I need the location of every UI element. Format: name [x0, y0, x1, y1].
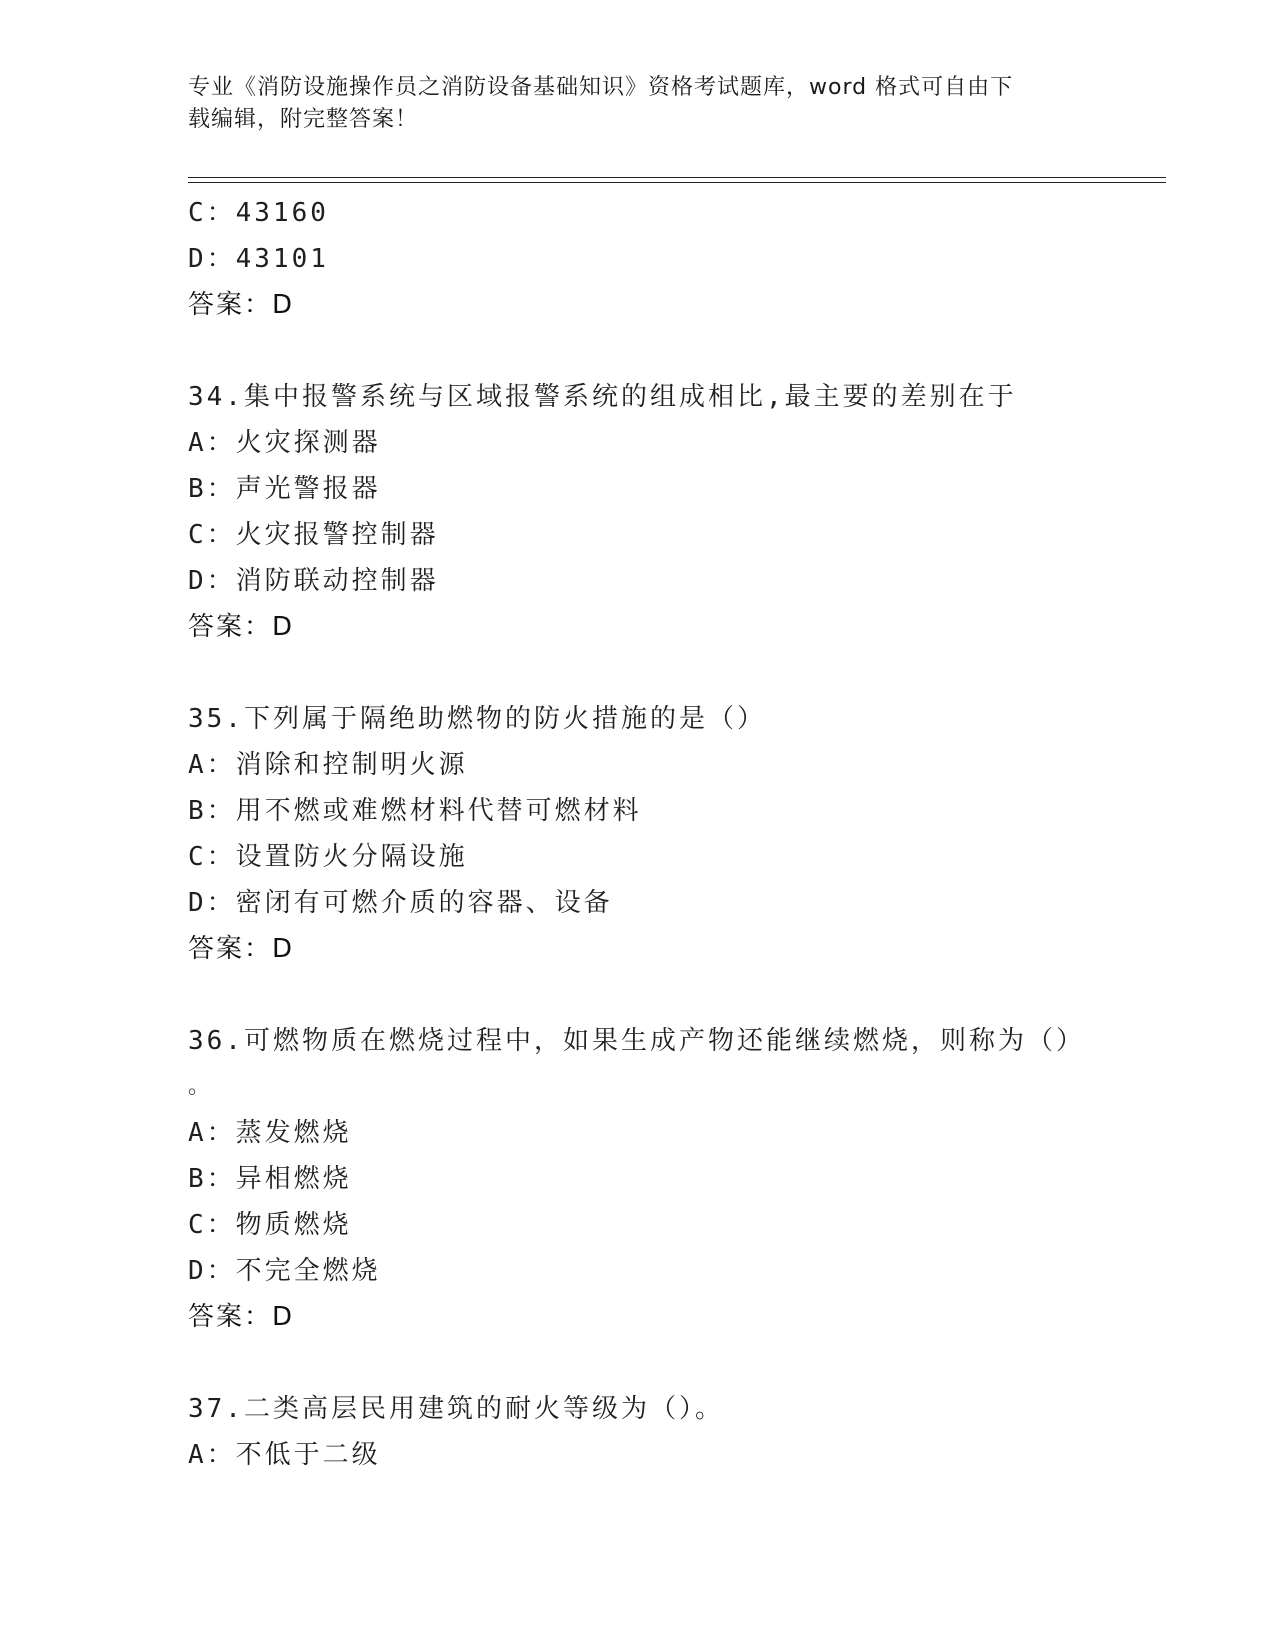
header-line-2: 载编辑，附完整答案！	[188, 107, 419, 132]
option-b: B：异相燃烧	[188, 1164, 352, 1194]
option-c: C：43160	[188, 198, 329, 228]
question-text: 34.集中报警系统与区域报警系统的组成相比,最主要的差别在于	[188, 382, 1017, 412]
question-33-tail	[188, 190, 1148, 328]
spacer	[188, 1340, 1148, 1386]
option-b: B：声光警报器	[188, 474, 381, 504]
answer-text: 答案：D	[188, 934, 295, 964]
option-a: A：消除和控制明火源	[188, 750, 468, 780]
question-36	[188, 1018, 1148, 1340]
spacer	[188, 972, 1148, 1018]
answer-text: 答案：D	[188, 612, 295, 642]
option-c: C：设置防火分隔设施	[188, 842, 468, 872]
option-c: C：物质燃烧	[188, 1210, 352, 1240]
option-a: A：不低于二级	[188, 1440, 381, 1470]
question-text: 37.二类高层民用建筑的耐火等级为（）。	[188, 1394, 724, 1424]
question-list	[188, 190, 1148, 1478]
option-d: D：不完全燃烧	[188, 1256, 381, 1286]
question-text: 35.下列属于隔绝助燃物的防火措施的是（）	[188, 704, 766, 734]
answer-text: 答案：D	[188, 290, 295, 320]
question-37	[188, 1386, 1148, 1478]
answer-text: 答案：D	[188, 1302, 295, 1332]
option-d: D：43101	[188, 244, 329, 274]
question-35	[188, 696, 1148, 972]
option-a: A：火灾探测器	[188, 428, 381, 458]
spacer	[188, 650, 1148, 696]
option-d: D：密闭有可燃介质的容器、设备	[188, 888, 613, 918]
header-divider-bottom	[188, 182, 1166, 183]
option-a: A：蒸发燃烧	[188, 1118, 352, 1148]
question-34	[188, 374, 1148, 650]
question-text: 36.可燃物质在燃烧过程中，如果生成产物还能继续燃烧，则称为（）	[188, 1026, 1085, 1056]
header-divider-top	[188, 177, 1166, 178]
option-d: D：消防联动控制器	[188, 566, 439, 596]
option-b: B：用不燃或难燃材料代替可燃材料	[188, 796, 642, 826]
question-text-continuation: 。	[188, 1074, 214, 1099]
option-c: C：火灾报警控制器	[188, 520, 439, 550]
document-header	[188, 72, 1088, 136]
header-line-1: 专业《消防设施操作员之消防设备基础知识》资格考试题库，word 格式可自由下	[188, 75, 1014, 100]
spacer	[188, 328, 1148, 374]
